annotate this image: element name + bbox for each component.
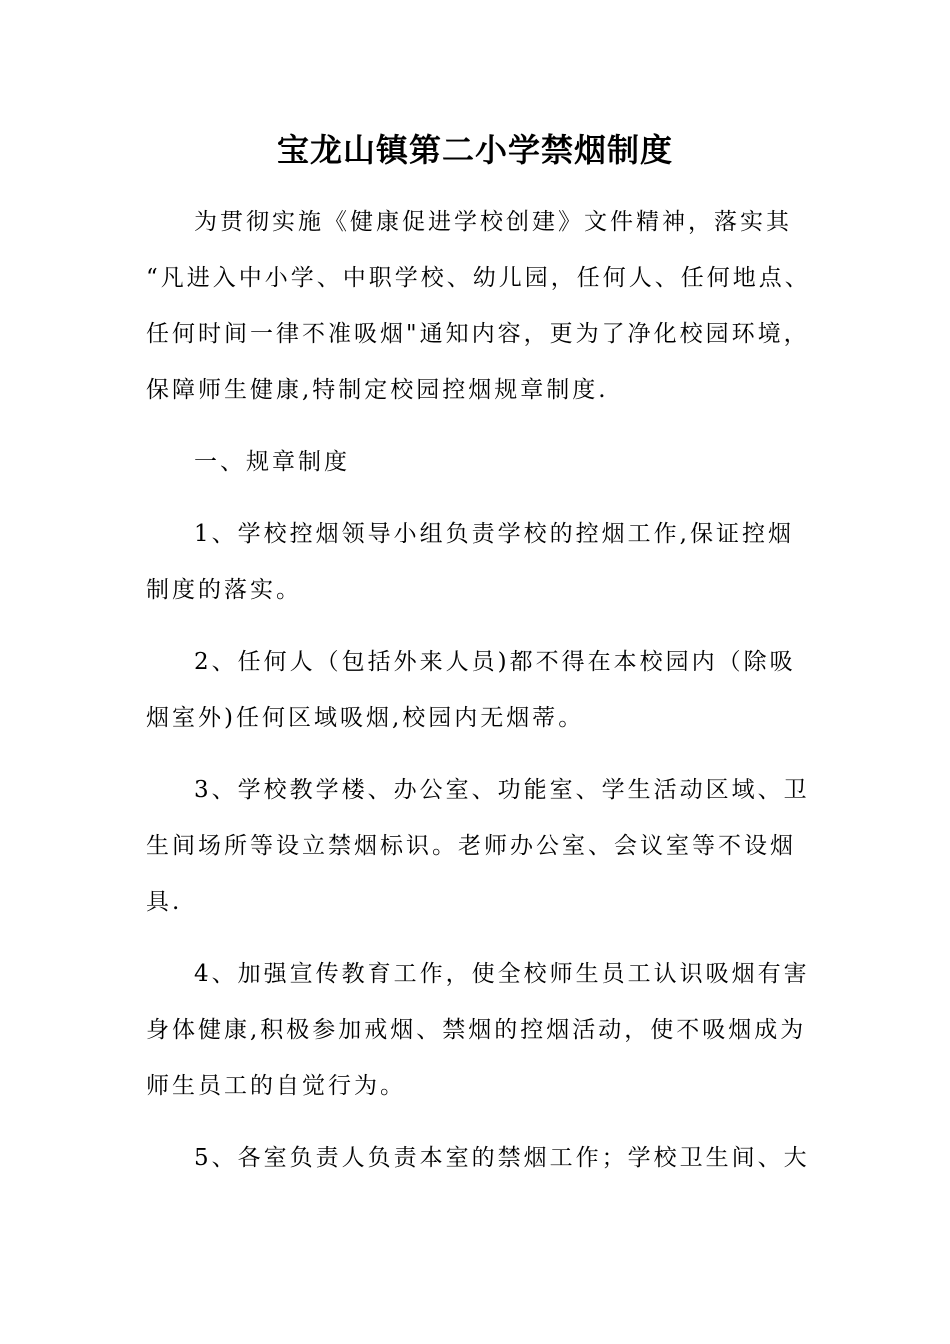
rule-item-5 <box>146 1138 826 1178</box>
rule-item-3 <box>146 770 826 922</box>
rule-3-line-2: 生间场所等设立禁烟标识。老师办公室、会议室等不设烟 <box>146 833 796 859</box>
document-body <box>146 202 826 1194</box>
rule-1-line-1: 1、学校控烟领导小组负责学校的控烟工作,保证控烟 <box>194 521 794 547</box>
rule-5-line-1: 5、各室负责人负责本室的禁烟工作；学校卫生间、大 <box>194 1145 810 1171</box>
intro-line-2: “凡进入中小学、中职学校、幼儿园，任何人、任何地点、 <box>146 265 811 291</box>
rule-4-line-1: 4、加强宣传教育工作，使全校师生员工认识吸烟有害 <box>194 961 810 987</box>
rule-item-2 <box>146 642 826 738</box>
intro-paragraph <box>146 202 826 410</box>
section-heading-paragraph <box>146 442 826 482</box>
rule-4-line-2: 身体健康,积极参加戒烟、禁烟的控烟活动，使不吸烟成为 <box>146 1017 807 1043</box>
rule-2-line-2: 烟室外)任何区域吸烟,校园内无烟蒂。 <box>146 705 585 731</box>
rule-3-line-1: 3、学校教学楼、办公室、功能室、学生活动区域、卫 <box>194 777 810 803</box>
rule-item-1 <box>146 514 826 610</box>
rule-item-4 <box>146 954 826 1106</box>
intro-line-1: 为贯彻实施《健康促进学校创建》文件精神，落实其 <box>194 209 792 235</box>
document-title: 宝龙山镇第二小学禁烟制度 <box>276 131 673 169</box>
intro-line-3: 任何时间一律不准吸烟"通知内容，更为了净化校园环境， <box>146 321 810 347</box>
rule-1-line-2: 制度的落实。 <box>146 577 302 603</box>
section-heading: 一、规章制度 <box>194 449 350 475</box>
rule-2-line-1: 2、任何人（包括外来人员)都不得在本校园内（除吸 <box>194 649 796 675</box>
rule-4-line-3: 师生员工的自觉行为。 <box>146 1073 406 1099</box>
intro-line-4: 保障师生健康,特制定校园控烟规章制度. <box>146 377 609 403</box>
rule-3-line-3: 具. <box>146 889 183 915</box>
